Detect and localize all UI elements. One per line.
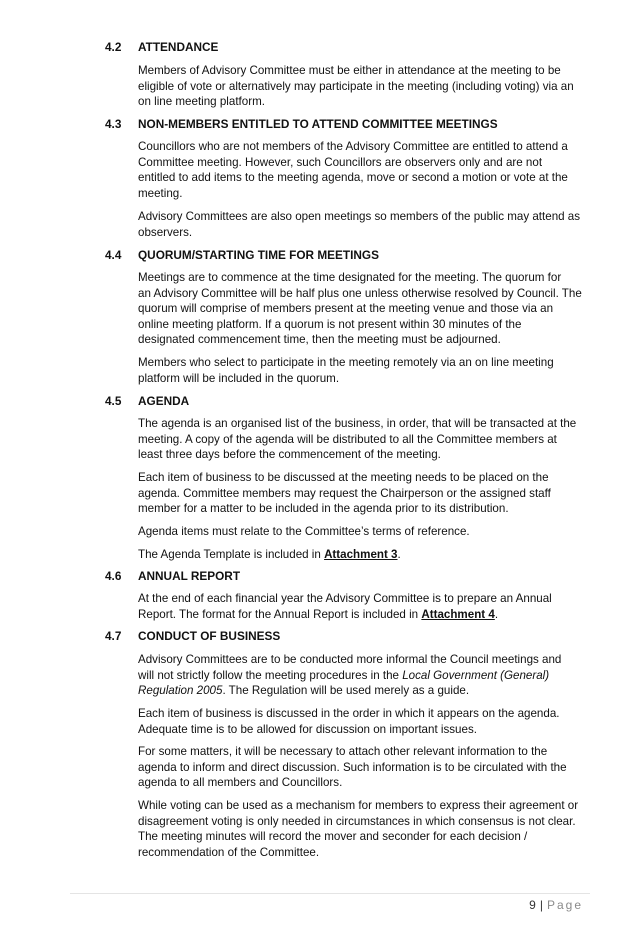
paragraph [138,652,590,699]
text-line: At the end of each financial year the Advisory Committee is to prepare an Annual [138,592,552,605]
text-line: observers. [138,225,193,239]
text-line: Adequate time is to be allowed for discussion on important issues. [138,722,477,736]
text-run: will not strictly follow the meeting procedures in the [138,668,403,682]
text-line: designated commencement time, then the meeting must be adjourned. [138,333,501,346]
text-run: The Agenda Template is included in [138,548,325,561]
regulation-title: Regulation 2005 [138,684,223,697]
text-run: . [397,548,401,561]
paragraph [138,591,590,622]
paragraph [138,798,590,860]
paragraph [138,706,590,737]
footer-separator: | [539,898,543,912]
text-line: an Advisory Committee will be half plus one unless otherwise resolved by Council. The [138,286,582,300]
text-line: member for a matter to be included in the agenda prior to its distribution. [138,502,509,515]
text-line: Each item of business to be discussed at the meeting needs to be placed on the [138,471,549,484]
paragraph [138,139,590,201]
text-line [138,607,590,623]
text-line: For some matters, it will be necessary to attach other relevant information to the [138,745,548,758]
paragraph [138,355,590,386]
text-line: Advisory Committees are also open meetings so members of the public may attend as [138,210,581,223]
paragraph [138,744,590,791]
page-number: 9 [529,898,536,912]
text-line: Committee meeting. However, such Councillors are observers only and are not [138,155,543,169]
text-run: Report. The format for the Annual Report is included in [138,607,422,621]
text-line: agenda to all members and Councillors. [138,776,343,789]
text-line: meeting. A copy of the agenda will be distributed to all the Committee members at [138,432,557,446]
text-line: meeting. [138,186,183,200]
section-number: 4.3 [105,117,122,131]
paragraph [138,270,590,348]
section-number: 4.7 [105,629,122,643]
attachment-3-link[interactable]: Attachment 3 [324,548,398,561]
section-number: 4.5 [105,394,122,408]
text-line [138,668,590,684]
paragraph [138,416,590,463]
text-line: on line meeting platform. [138,95,265,108]
text-line: online meeting platform. If a quorum is not present within 30 minutes of the [138,317,522,331]
paragraph [138,524,590,540]
attachment-4-link[interactable]: Attachment 4 [421,607,495,621]
text-line: Councillors who are not members of the Advisory Committee are entitled to attend a [138,140,568,153]
text-line: disagreement voting is only needed in circumstances in which consensus is not clear. [138,814,576,828]
text-run: . The Regulation will be used merely as a guide. [222,684,470,697]
text-line: least three days before the commencement of the meeting. [138,448,441,461]
section-number: 4.6 [105,569,122,583]
section-heading: NON-MEMBERS ENTITLED TO ATTEND COMMITTEE MEETINGS [138,117,498,131]
section-heading: AGENDA [138,394,190,408]
paragraph [138,470,590,517]
section-heading: ATTENDANCE [138,40,219,54]
text-line: Members of Advisory Committee must be either in attendance at the meeting to be [138,64,561,77]
text-line: entitled to add items to the meeting agenda, move or second a motion or vote at the [138,171,568,184]
text-line: While voting can be used as a mechanism for members to express their agreement or [138,799,579,812]
paragraph [138,63,590,110]
text-line: recommendation of the Committee. [138,845,320,859]
text-line: Members who select to participate in the meeting remotely via an on line meeting [138,356,554,369]
text-line: agenda to inform and direct discussion. Such information is to be circulated with the [138,760,567,774]
footer-divider [70,893,590,894]
text-line [138,547,590,563]
paragraph [138,209,590,240]
text-line: Meetings are to commence at the time designated for the meeting. The quorum for [138,271,562,284]
page-footer [529,898,583,914]
section-number: 4.2 [105,40,122,54]
text-line: platform will be included in the quorum. [138,371,340,385]
text-run: . [494,607,499,621]
page-label: Page [546,898,583,912]
text-line: Agenda items must relate to the Committee’s terms of reference. [138,525,470,538]
text-line: The agenda is an organised list of the business, in order, that will be transacted at the [138,417,577,430]
text-line: quorum will comprise of members present at the meeting venue and those via an [138,302,554,315]
section-number: 4.4 [105,248,122,262]
text-line [138,683,590,699]
text-line: Each item of business is discussed in the order in which it appears on the agenda. [138,707,560,720]
text-line: Advisory Committees are to be conducted more informal the Council meetings and [138,653,562,666]
text-line: eligible of vote or alternatively may participate in the meeting (including voting) via an [138,79,574,93]
section-heading: ANNUAL REPORT [138,569,241,583]
regulation-title: Local Government (General) [402,668,550,682]
text-line: The meeting minutes will record the mover and seconder for each decision / [138,830,528,843]
paragraph [138,547,590,563]
section-heading: CONDUCT OF BUSINESS [138,629,281,643]
section-heading: QUORUM/STARTING TIME FOR MEETINGS [138,248,379,262]
text-line: agenda. Committee members may request the Chairperson or the assigned staff [138,486,551,500]
